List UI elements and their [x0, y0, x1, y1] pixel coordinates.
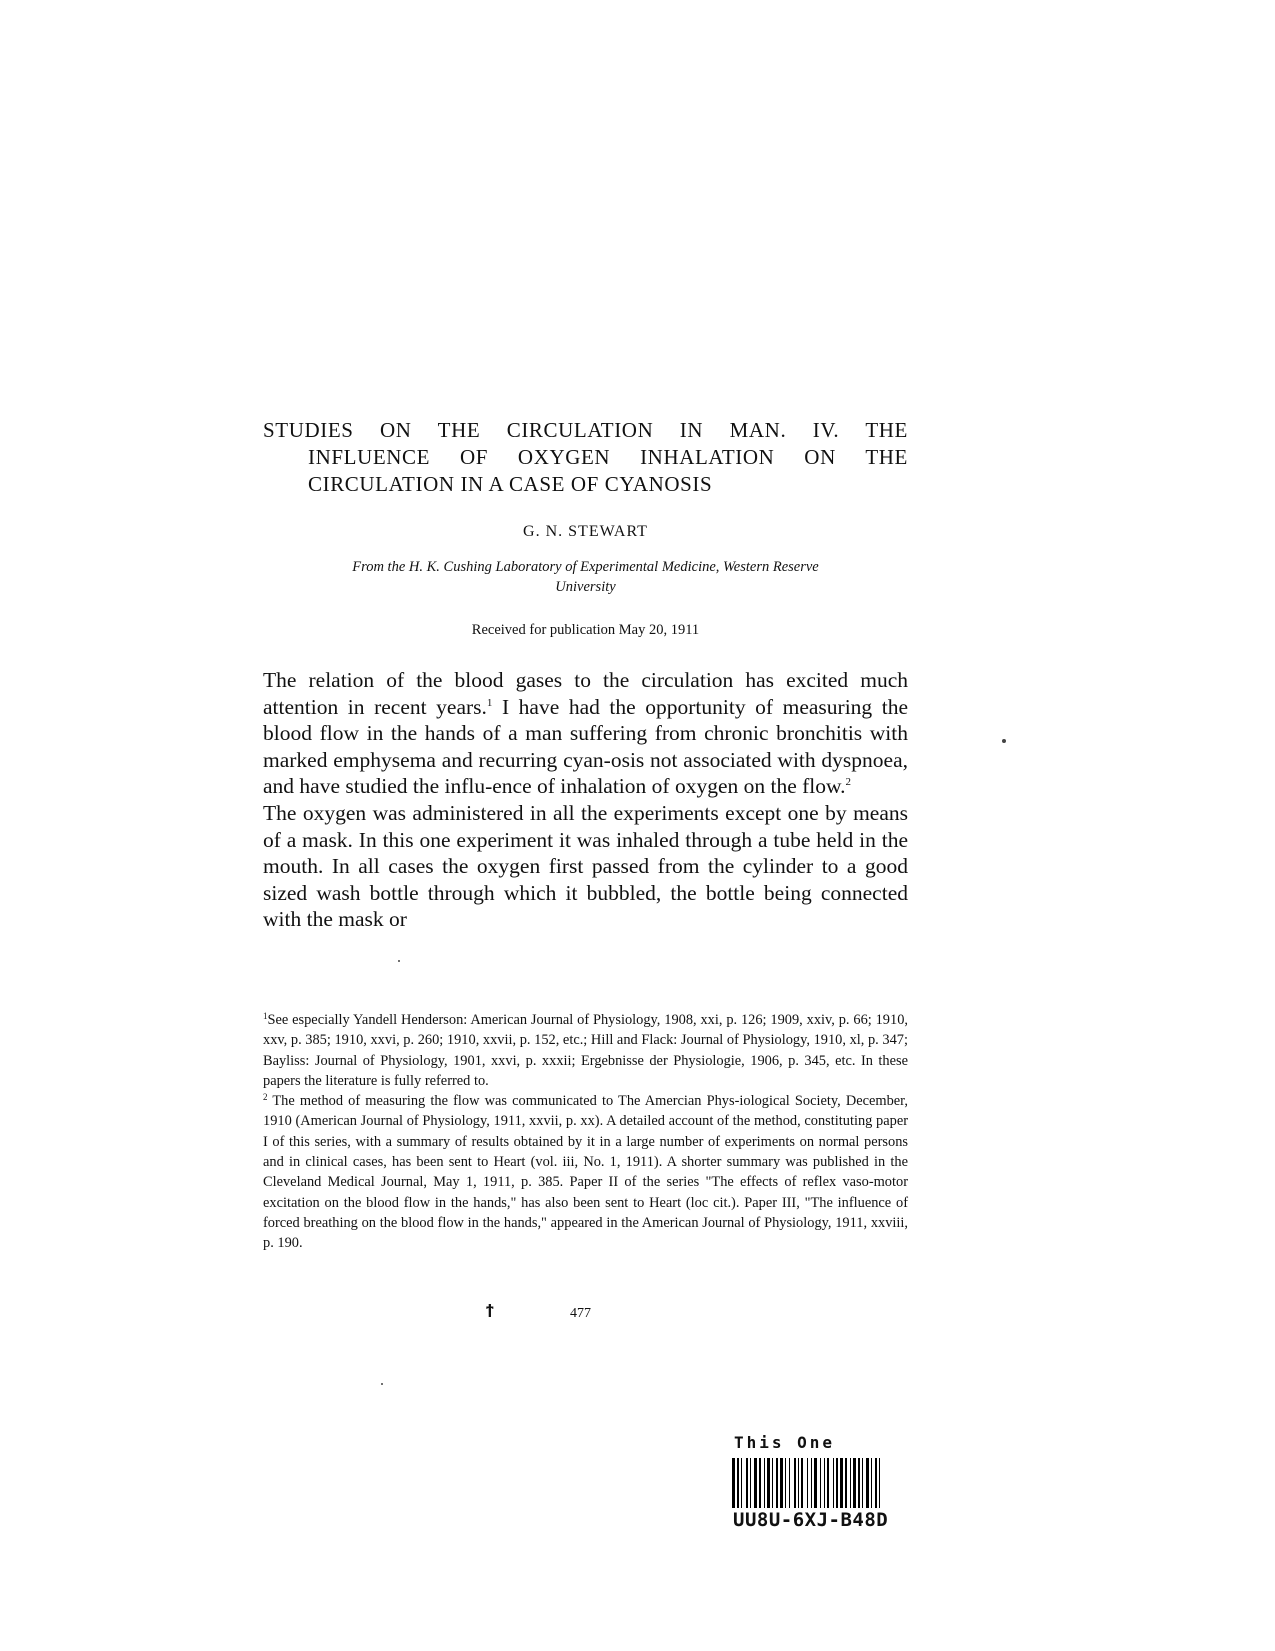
barcode-bar	[853, 1458, 856, 1508]
library-barcode	[732, 1433, 982, 1531]
barcode-bar	[845, 1458, 847, 1508]
barcode-bar	[785, 1458, 786, 1508]
barcode-bar	[789, 1458, 790, 1508]
affiliation-line-1: From the H. K. Cushing Laboratory of Experimental Medicine, Western Reserve	[352, 559, 819, 575]
page-number: 477	[570, 1306, 591, 1321]
barcode-bar	[732, 1458, 735, 1508]
title-line-3: CIRCULATION IN A CASE OF CYANOSIS	[308, 472, 713, 496]
body-text-1a: The relation of the blood gases to the circulation has excited much attention in recent years.	[263, 668, 908, 719]
barcode-bar	[862, 1458, 863, 1508]
barcode-bar	[759, 1458, 761, 1508]
received-date: Received for publication May 20, 1911	[471, 622, 700, 638]
barcode-code: UU8U-6XJ-B48D	[733, 1509, 889, 1531]
author-affiliation	[263, 557, 908, 597]
barcode-bar	[879, 1458, 880, 1508]
barcode-bar	[741, 1458, 742, 1508]
barcode-bar	[850, 1458, 851, 1508]
footnote-2	[263, 1091, 908, 1253]
barcode-bar	[820, 1458, 821, 1508]
stray-printer-mark: ϯ	[486, 1303, 494, 1318]
title-line-1: STUDIES ON THE CIRCULATION IN MAN. IV. THE	[263, 418, 908, 442]
scan-speck	[381, 1383, 383, 1385]
body-text-1b: I have had the opportunity of measuring the blood flow in the hands of a man suffering from chronic bronchitis with marked emphysema and recurring cyan-osis not associated with dyspnoea, and have studied the influ-ence of inhalation of oxygen on the flow.	[263, 694, 908, 799]
title-line-2: INFLUENCE OF OXYGEN INHALATION ON THE	[308, 445, 908, 469]
barcode-bars	[732, 1458, 980, 1508]
footnote-1	[263, 1010, 908, 1091]
barcode-bar	[871, 1458, 872, 1508]
barcode-bar	[807, 1458, 808, 1508]
barcode-bar	[750, 1458, 751, 1508]
barcode-bar	[866, 1458, 869, 1508]
barcode-bar	[827, 1458, 829, 1508]
footnote-2-text: The method of measuring the flow was communicated to The Amercian Phys-iological Society, December, 1910 (American Journal of Physiology, 1911, xxvii, p. xx). A detailed account of the method, constituting paper I of this series, with a summary of results obtained by it in a large number of experiments on normal persons and in clinical cases, has been sent to Heart (vol. iii, No. 1, 1911). A shorter summary was published in the Cleveland Medical Journal, May 1, 1911, p. 385. Paper II of the series "The effects of reflex vaso-motor excitation on the blood flow in the hands," has also been sent to Heart (loc cit.). Paper III, "The influence of forced breathing on the blood flow in the hands," appeared in the American Journal of Physiology, 1911, xxviii, p. 190.	[263, 1093, 908, 1252]
barcode-bar	[776, 1458, 778, 1508]
barcode-bar	[875, 1458, 877, 1508]
scan-speck	[398, 960, 400, 962]
barcode-bar	[836, 1458, 838, 1508]
article-title	[263, 417, 908, 498]
footnote-marker-2: 2	[263, 1092, 268, 1103]
barcode-bar	[746, 1458, 748, 1508]
footnote-ref-2: 2	[845, 776, 852, 789]
barcode-bar	[737, 1458, 739, 1508]
scan-speck	[1002, 739, 1006, 743]
barcode-bar	[780, 1458, 783, 1508]
author-name: G. N. STEWART	[523, 523, 648, 540]
barcode-bar	[772, 1458, 773, 1508]
barcode-bar	[754, 1458, 757, 1508]
footnote-marker-1: 1	[263, 1011, 268, 1021]
barcode-bar	[858, 1458, 860, 1508]
barcode-bar	[814, 1458, 817, 1508]
barcode-bar	[833, 1458, 834, 1508]
barcode-label: This One	[734, 1433, 836, 1452]
footnote-1-text: See especially Yandell Henderson: American Journal of Physiology, 1908, xxi, p. 126; 1909, xxiv, p. 66; 1910, xxv, p. 385; 1910, xxvi, p. 260; 1910, xxvii, p. 152, etc.; Hill and Flack: Journal of Physiology, 1910, xl, p. 347; Bayliss: Journal of Physiology, 1901, xxvi, p. xxxii; Ergebnisse der Physiologie, 1906, p. 345, etc. In these papers the literature is fully referred to.	[263, 1012, 908, 1089]
footnote-ref-1: 1	[486, 696, 493, 709]
affiliation-line-2: University	[555, 579, 616, 595]
barcode-bar	[824, 1458, 825, 1508]
barcode-bar	[794, 1458, 796, 1508]
body-paragraph	[263, 667, 908, 800]
barcode-bar	[801, 1458, 803, 1508]
barcode-bar	[767, 1458, 770, 1508]
barcode-bar	[811, 1458, 812, 1508]
barcode-bar	[764, 1458, 765, 1508]
barcode-bar	[798, 1458, 799, 1508]
footnotes	[263, 1010, 908, 1254]
body-paragraph: The oxygen was administered in all the experiments except one by means of a mask. In this one experiment it was inhaled through a tube held in the mouth. In all cases the oxygen first passed from the cylinder to a good sized wash bottle through which it bubbled, the bottle being connected with the mask or	[263, 800, 908, 932]
article-body	[263, 667, 908, 933]
barcode-bar	[840, 1458, 843, 1508]
